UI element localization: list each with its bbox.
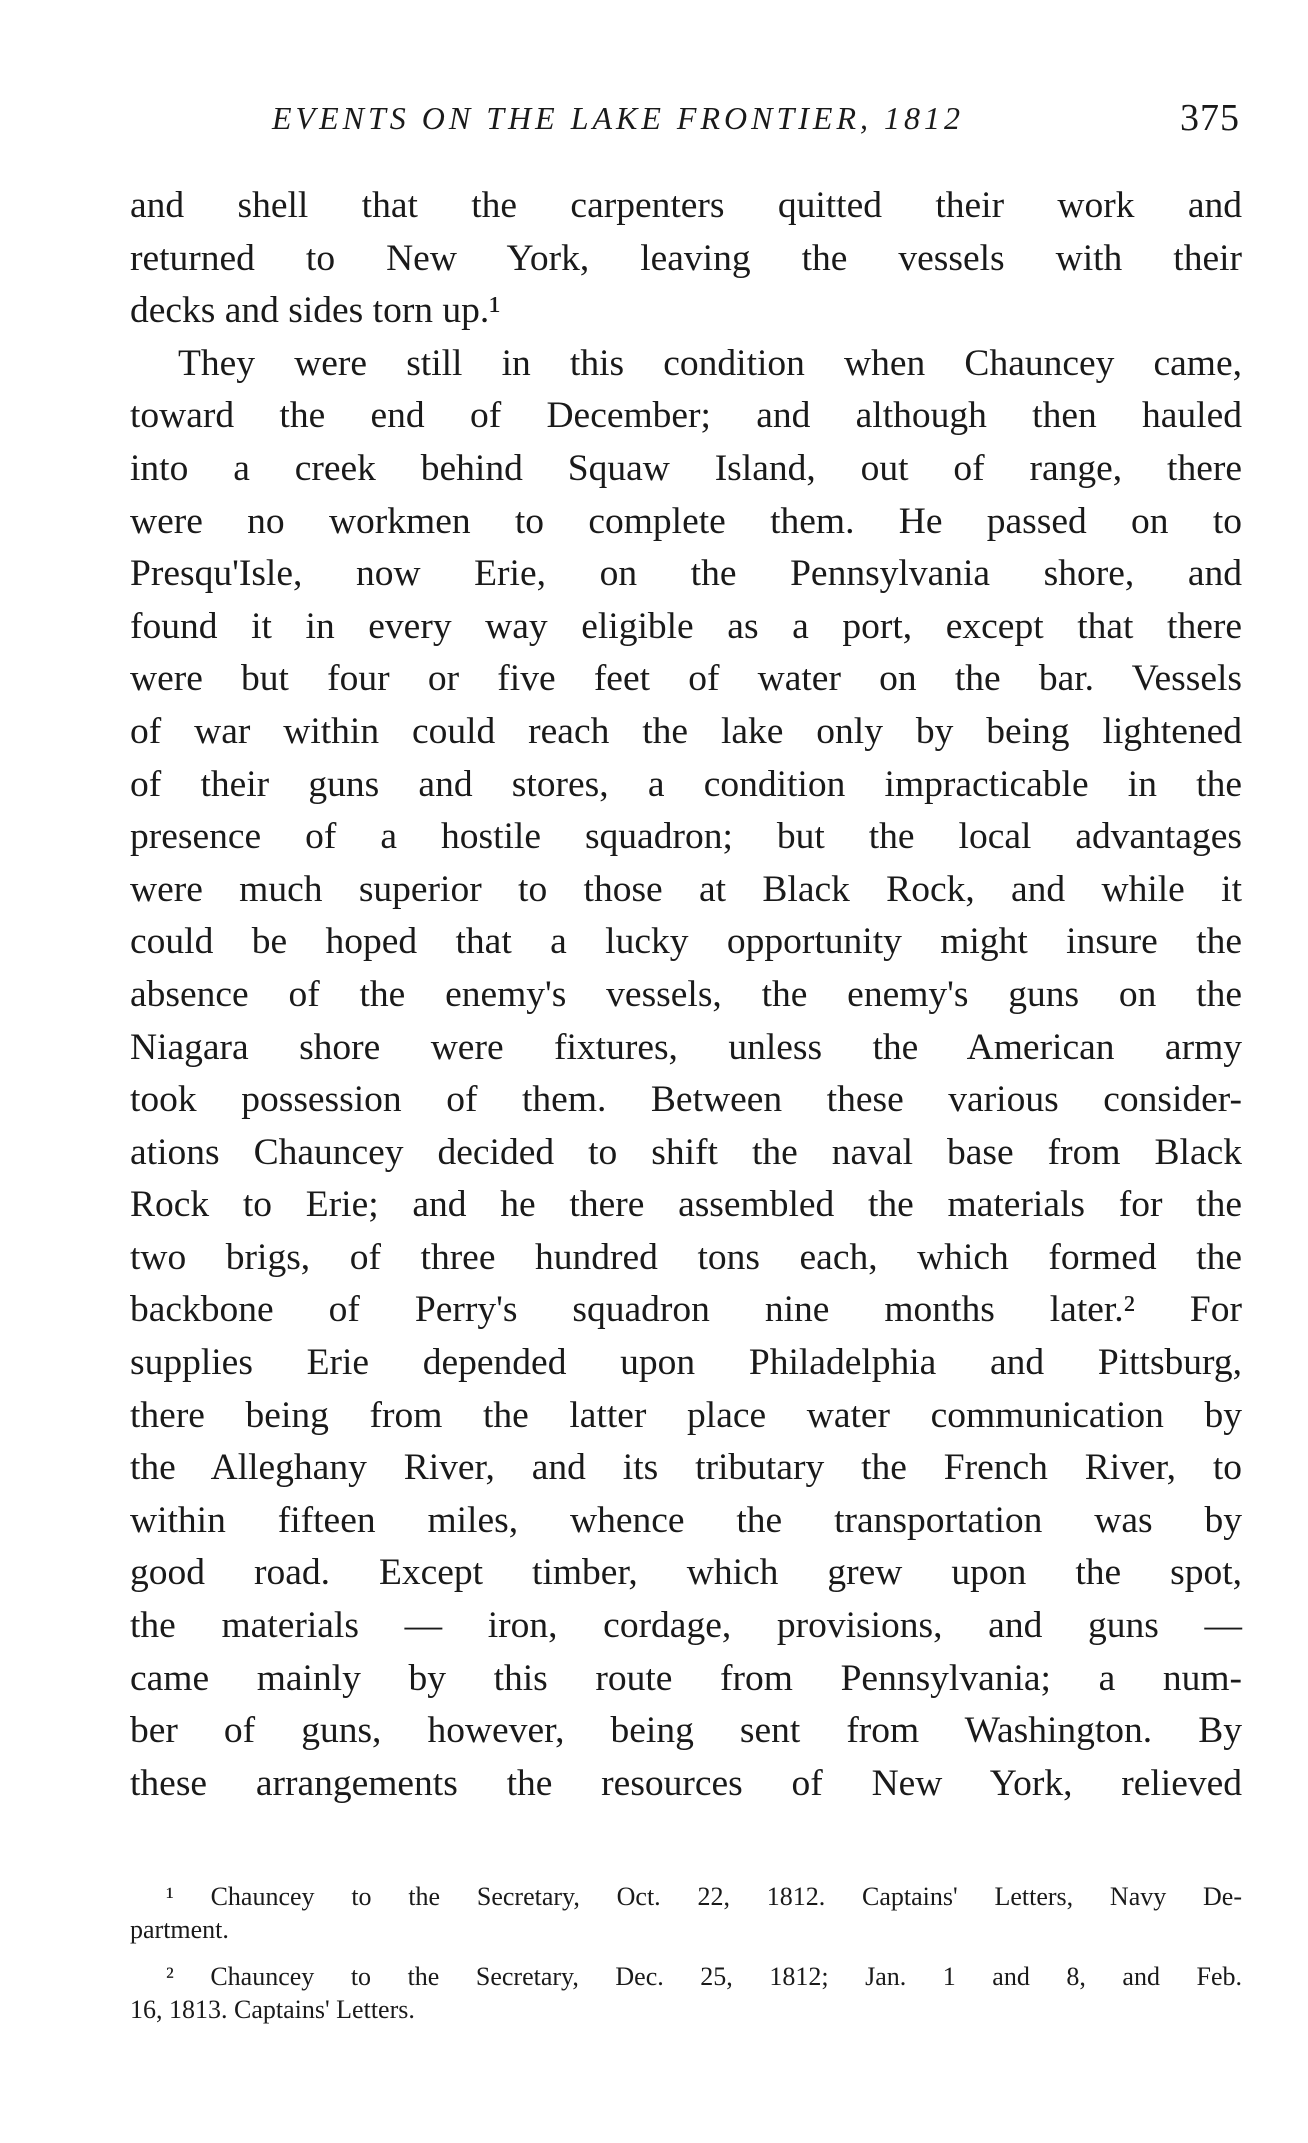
text-line: Presqu'Isle, now Erie, on the Pennsylvania shore, and	[130, 553, 1242, 595]
text-line: within fifteen miles, whence the transportation was by	[130, 1499, 1242, 1541]
footnote-1-line: partment.	[130, 1915, 229, 1944]
text-line: ations Chauncey decided to shift the naval base from Black	[130, 1131, 1242, 1173]
text-line: into a creek behind Squaw Island, out of range, there	[130, 447, 1242, 489]
text-line: returned to New York, leaving the vessels with their	[130, 237, 1242, 279]
footnote-2-line: 16, 1813. Captains' Letters.	[130, 1995, 415, 2024]
text-line: were much superior to those at Black Rock, and while it	[130, 868, 1242, 910]
footnote-2-line: ² Chauncey to the Secretary, Dec. 25, 1812; Jan. 1 and 8, and Feb.	[166, 1962, 1242, 1991]
text-line: of war within could reach the lake only by being lightened	[130, 710, 1242, 752]
text-line: Niagara shore were fixtures, unless the American army	[130, 1026, 1242, 1068]
text-line: supplies Erie depended upon Philadelphia and Pittsburg,	[130, 1342, 1242, 1384]
text-line: the Alleghany River, and its tributary the French River, to	[130, 1447, 1242, 1489]
text-line: They were still in this condition when Chauncey came,	[178, 342, 1242, 384]
running-title: EVENTS ON THE LAKE FRONTIER, 1812	[272, 100, 965, 136]
text-line: absence of the enemy's vessels, the enemy's guns on the	[130, 973, 1242, 1015]
footnote-1-line: ¹ Chauncey to the Secretary, Oct. 22, 1812. Captains' Letters, Navy De-	[166, 1882, 1242, 1911]
text-line: of their guns and stores, a condition impracticable in the	[130, 763, 1242, 805]
text-line: ber of guns, however, being sent from Washington. By	[130, 1710, 1242, 1752]
text-line: took possession of them. Between these various consider-	[130, 1079, 1242, 1121]
text-line: were no workmen to complete them. He passed on to	[130, 500, 1242, 542]
text-line: there being from the latter place water communication by	[130, 1394, 1242, 1436]
body-text	[130, 180, 1242, 1810]
text-line: and shell that the carpenters quitted their work and	[130, 185, 1242, 226]
footnote-gap	[130, 1946, 1242, 1960]
text-line: backbone of Perry's squadron nine months later.² For	[130, 1289, 1242, 1331]
text-line: Rock to Erie; and he there assembled the materials for the	[130, 1184, 1242, 1226]
text-line: decks and sides torn up.¹	[130, 290, 501, 332]
text-line: could be hoped that a lucky opportunity might insure the	[130, 921, 1242, 963]
text-line: these arrangements the resources of New York, relieved	[130, 1762, 1242, 1804]
text-line: toward the end of December; and although then hauled	[130, 395, 1242, 437]
text-line: two brigs, of three hundred tons each, which formed the	[130, 1236, 1242, 1278]
footnotes	[130, 1880, 1242, 2026]
text-line: the materials — iron, cordage, provisions, and guns —	[130, 1605, 1242, 1647]
page-number: 375	[1180, 97, 1240, 139]
text-line: presence of a hostile squadron; but the local advantages	[130, 816, 1242, 858]
text-line: were but four or five feet of water on the bar. Vessels	[130, 658, 1242, 700]
text-line: found it in every way eligible as a port, except that there	[130, 605, 1242, 647]
text-line: came mainly by this route from Pennsylvania; a num-	[130, 1657, 1242, 1699]
text-line: good road. Except timber, which grew upon the spot,	[130, 1552, 1242, 1594]
running-head	[130, 96, 1240, 146]
